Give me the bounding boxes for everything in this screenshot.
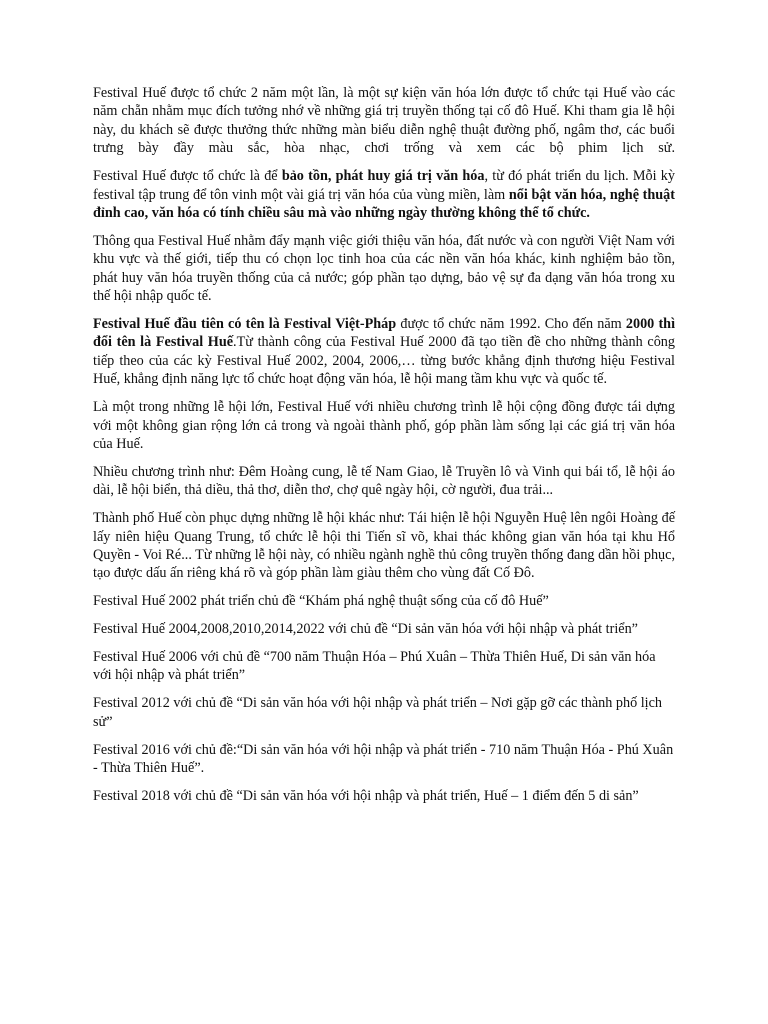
purpose-text-1: Festival Huế được tổ chức là để [93, 168, 282, 185]
paragraph-theme-2012: Festival 2012 với chủ đề “Di sản văn hóa với hội nhập và phát triển – Nơi gặp gỡ các thành phố lịch sử” [93, 695, 663, 730]
paragraph-theme-2004: Festival Huế 2004,2008,2010,2014,2022 với chủ đề “Di sản văn hóa với hội nhập và phát triển” [93, 621, 638, 638]
paragraph-community: Là một trong những lễ hội lớn, Festival Huế với nhiều chương trình lễ hội cộng đồng được tái dựng với một không gian rộng lớn cả trong và ngoài thành phố, góp phần làm sống lại các giá trị văn hóa của Huế. [93, 399, 675, 452]
paragraph-intro: Festival Huế được tổ chức 2 năm một lần, là một sự kiện văn hóa lớn được tổ chức tại Huế vào các năm chẵn nhằm mục đích tưởng nhớ về những giá trị truyền thống tại cố đô Huế. Khi tham gia lễ hội này, du khách sẽ được thưởng thức những màn biểu diễn nghệ thuật đường phố, ngâm thơ, các buổi trưng bày đầy màu sắc, hòa nhạc, chơi trống và xem các bộ phim lịch sử. [93, 85, 675, 157]
history-bold-1: Festival Huế đầu tiên có tên là Festival Việt-Pháp [93, 315, 397, 332]
paragraph-history [93, 315, 675, 389]
document-page [93, 84, 675, 815]
paragraph-programs: Nhiều chương trình như: Đêm Hoàng cung, lễ tế Nam Giao, lễ Truyền lô và Vinh qui bái tổ, lễ hội áo dài, lễ hội biển, thả diều, thả thơ, diễn thơ, chợ quê ngày hội, cờ người, đua trải... [93, 463, 675, 499]
paragraph-theme-2018: Festival 2018 với chủ đề “Di sản văn hóa với hội nhập và phát triển, Huế – 1 điểm đến 5 di sản” [93, 788, 639, 804]
paragraph-restoration: Thành phố Huế còn phục dựng những lễ hội khác như: Tái hiện lễ hội Nguyễn Huệ lên ngôi Hoàng đế lấy niên hiệu Quang Trung, tổ chức lễ hội thi Tiến sĩ võ, khai thác không gian văn hóa tại khu Hổ Quyền - Voi Ré... Từ những lễ hội này, có nhiều ngành nghề thủ công truyền thống đang dần hồi phục, tạo được dấu ấn riêng khá rõ và góp phần làm giàu thêm cho vùng đất Cố Đô. [93, 510, 675, 582]
history-text-2: .Từ thành công của Festival Huế 2000 đã tạo tiền đề cho những thành công tiếp theo của các kỳ Festival Huế 2002, 2004, 2006,… từng bước khẳng định thương hiệu Festival Huế, khẳng định năng lực tổ chức hoạt động văn hóa, lễ hội mang tầm khu vực và quốc tế. [93, 334, 675, 388]
paragraph-theme-2016: Festival 2016 với chủ đề:“Di sản văn hóa với hội nhập và phát triển - 710 năm Thuận Hóa - Phú Xuân - Thừa Thiên Huế”. [93, 741, 674, 777]
paragraph-theme-2006: Festival Huế 2006 với chủ đề “700 năm Thuận Hóa – Phú Xuân – Thừa Thiên Huế, Di sản văn hóa với hội nhập và phát triển” [93, 649, 656, 684]
purpose-bold-1: bảo tồn, phát huy giá trị văn hóa [281, 168, 485, 185]
history-text-1: được tổ chức năm 1992. Cho đến năm [396, 315, 626, 332]
paragraph-promotion: Thông qua Festival Huế nhằm đẩy mạnh việc giới thiệu văn hóa, đất nước và con người Việt Nam với khu vực và thế giới, tiếp thu có chọn lọc tinh hoa của các nền văn hóa khác, kinh nghiệm bảo tồn, phát huy văn hóa truyền thống của cả nước; góp phần tạo dựng, bảo vệ sự đa dạng văn hóa trong xu thế hội nhập quốc tế. [93, 232, 675, 305]
paragraph-theme-2002: Festival Huế 2002 phát triển chủ đề “Khám phá nghệ thuật sống của cố đô Huế” [93, 593, 549, 610]
purpose-bold-2: nổi bật văn hóa, nghệ thuật đỉnh cao, văn hóa có tính chiều sâu mà vào những ngày thường không thể tổ chức. [93, 186, 675, 221]
history-bold-2: 2000 thì đổi tên là Festival Huế [93, 315, 676, 351]
paragraph-purpose [93, 167, 675, 222]
purpose-text-2: , từ đó phát triển du lịch. Mỗi kỳ festival tập trung để tôn vinh một vài giá trị văn hóa của vùng miền, làm [93, 168, 675, 203]
